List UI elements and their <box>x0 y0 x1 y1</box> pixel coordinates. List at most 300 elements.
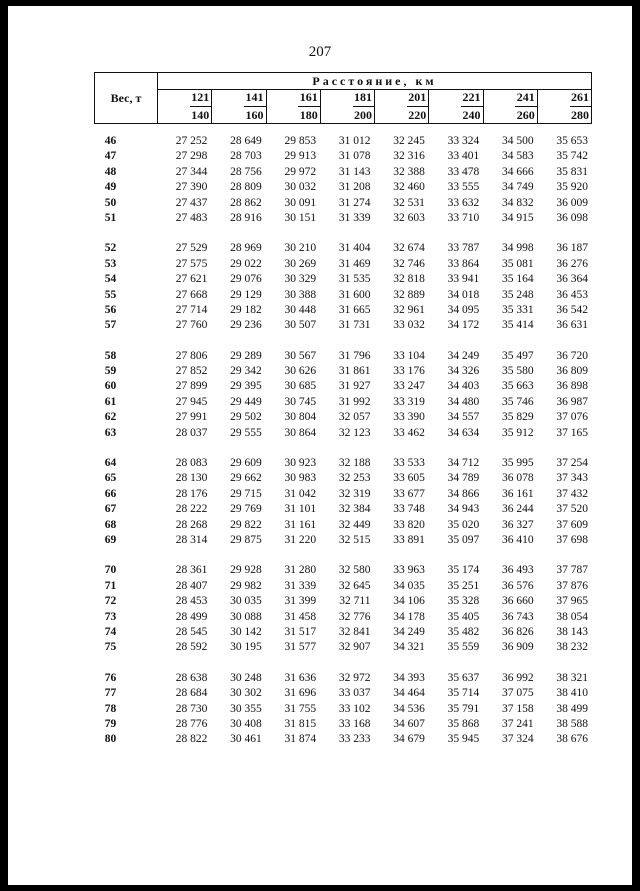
table-row <box>94 563 592 578</box>
value-cell: 30 626 <box>284 365 317 378</box>
value-cell: 36 187 <box>556 242 588 255</box>
value-cell: 33 319 <box>393 395 425 408</box>
value-cell: 30 142 <box>230 625 262 638</box>
value-cell: 33 462 <box>393 426 425 439</box>
page-number: 207 <box>308 44 332 60</box>
value-cell: 35 920 <box>556 181 588 194</box>
value-cell: 31 143 <box>338 165 371 178</box>
value-cell: 36 276 <box>556 257 588 270</box>
value-cell: 34 178 <box>393 610 425 623</box>
table-row <box>94 211 592 226</box>
value-cell: 28 545 <box>175 625 208 638</box>
weight-cell: 58 <box>104 349 117 362</box>
table-row <box>94 134 592 149</box>
value-cell: 36 542 <box>556 303 588 316</box>
table-row <box>94 671 592 686</box>
value-cell: 31 696 <box>284 687 317 700</box>
value-cell: 32 746 <box>393 257 425 270</box>
value-cell: 30 685 <box>284 380 317 393</box>
value-cell: 36 909 <box>502 641 534 654</box>
table-row <box>94 610 592 625</box>
weight-cell: 56 <box>104 303 117 316</box>
value-cell: 30 745 <box>284 395 317 408</box>
range-to: 260 <box>516 108 535 122</box>
value-cell: 32 245 <box>393 135 425 147</box>
value-cell: 27 668 <box>175 288 208 301</box>
value-cell: 34 557 <box>447 411 480 424</box>
table-row <box>94 579 592 594</box>
value-cell: 27 945 <box>175 395 208 408</box>
range-from: 141 <box>245 90 264 104</box>
value-cell: 33 390 <box>393 411 425 424</box>
value-cell: 33 104 <box>393 349 425 362</box>
weight-cell: 51 <box>104 211 117 224</box>
distance-header: Расстояние, км <box>158 73 591 90</box>
value-cell: 28 809 <box>230 181 262 194</box>
value-cell: 29 609 <box>230 457 262 470</box>
table-row <box>94 594 592 609</box>
value-cell: 30 088 <box>230 610 262 623</box>
value-cell: 36 493 <box>502 564 534 577</box>
value-cell: 29 449 <box>230 395 262 408</box>
weight-cell: 77 <box>104 687 117 700</box>
value-cell: 36 660 <box>502 595 534 608</box>
weight-cell: 71 <box>104 579 117 592</box>
value-cell: 30 461 <box>230 733 262 746</box>
value-cell: 34 321 <box>393 641 425 654</box>
weight-cell: 75 <box>104 641 117 654</box>
value-cell: 31 458 <box>284 610 317 623</box>
value-cell: 36 992 <box>502 671 534 684</box>
value-cell: 29 662 <box>230 472 262 485</box>
value-cell: 31 208 <box>338 181 371 194</box>
value-cell: 27 252 <box>175 135 208 147</box>
value-cell: 32 319 <box>338 487 371 500</box>
value-cell: 34 500 <box>502 135 534 147</box>
table-row <box>94 732 592 747</box>
range-to: 140 <box>191 108 210 122</box>
value-cell: 30 567 <box>284 349 317 362</box>
value-cell: 28 268 <box>175 518 208 531</box>
value-cell: 31 755 <box>284 702 317 715</box>
value-cell: 31 404 <box>338 242 371 255</box>
range-header-7 <box>538 90 591 123</box>
weight-cell: 80 <box>104 733 117 746</box>
value-cell: 32 645 <box>338 579 371 592</box>
value-cell: 30 864 <box>284 426 317 439</box>
value-cell: 31 469 <box>338 257 371 270</box>
value-cell: 32 384 <box>338 503 371 516</box>
value-cell: 32 388 <box>393 165 425 178</box>
value-cell: 35 559 <box>447 641 480 654</box>
value-cell: 32 841 <box>338 625 371 638</box>
weight-cell: 49 <box>104 181 117 194</box>
range-from: 181 <box>354 90 372 104</box>
value-cell: 34 018 <box>447 288 480 301</box>
weight-cell: 52 <box>104 242 117 255</box>
range-to: 280 <box>571 108 589 122</box>
value-cell: 35 580 <box>502 365 534 378</box>
value-cell: 34 943 <box>447 503 480 516</box>
range-divider <box>244 106 265 107</box>
value-cell: 35 174 <box>447 564 480 577</box>
value-cell: 33 710 <box>447 211 480 224</box>
range-from: 241 <box>516 90 535 104</box>
value-cell: 33 605 <box>393 472 425 485</box>
range-divider <box>461 106 482 107</box>
table-row <box>94 487 592 502</box>
value-cell: 30 507 <box>284 319 317 332</box>
value-cell: 36 576 <box>502 579 534 592</box>
value-cell: 31 012 <box>338 135 371 147</box>
value-cell: 28 822 <box>175 733 208 746</box>
value-cell: 28 083 <box>175 457 208 470</box>
value-cell: 28 862 <box>230 196 262 209</box>
range-from: 261 <box>571 90 589 104</box>
weight-cell: 76 <box>104 671 117 684</box>
value-cell: 35 331 <box>502 303 534 316</box>
value-cell: 35 328 <box>447 595 480 608</box>
table-row <box>94 241 592 256</box>
value-cell: 38 232 <box>556 641 588 654</box>
value-cell: 32 515 <box>338 533 371 546</box>
value-cell: 31 600 <box>338 288 371 301</box>
value-cell: 29 236 <box>230 319 262 332</box>
value-cell: 31 161 <box>284 518 317 531</box>
value-cell: 27 529 <box>175 242 208 255</box>
value-cell: 30 248 <box>230 671 262 684</box>
value-cell: 34 480 <box>447 395 480 408</box>
value-cell: 35 945 <box>447 733 480 746</box>
value-cell: 35 497 <box>502 349 534 362</box>
value-cell: 34 326 <box>447 365 480 378</box>
value-cell: 38 676 <box>556 733 588 746</box>
value-cell: 27 852 <box>175 365 208 378</box>
value-cell: 29 822 <box>230 518 262 531</box>
row-group <box>94 563 592 655</box>
weight-cell: 60 <box>104 380 117 393</box>
value-cell: 31 796 <box>338 349 371 362</box>
range-divider <box>407 106 428 107</box>
value-cell: 35 482 <box>447 625 480 638</box>
table-row <box>94 702 592 717</box>
range-from: 201 <box>408 90 427 104</box>
weight-cell: 62 <box>104 411 117 424</box>
range-header-0 <box>158 90 212 123</box>
value-cell: 31 280 <box>284 564 317 577</box>
weight-cell: 55 <box>104 288 117 301</box>
value-cell: 35 251 <box>447 579 480 592</box>
weight-cell: 63 <box>104 426 117 439</box>
value-cell: 37 432 <box>556 487 588 500</box>
weight-cell: 47 <box>104 150 117 163</box>
value-cell: 38 054 <box>556 610 588 623</box>
value-cell: 37 343 <box>556 472 588 485</box>
value-cell: 35 912 <box>502 426 534 439</box>
table-row <box>94 625 592 640</box>
value-cell: 32 711 <box>339 595 371 608</box>
value-cell: 29 555 <box>230 426 262 439</box>
value-cell: 31 274 <box>338 196 371 209</box>
range-divider <box>298 106 319 107</box>
value-cell: 29 022 <box>230 257 262 270</box>
value-cell: 27 899 <box>175 380 208 393</box>
value-cell: 33 677 <box>393 487 425 500</box>
value-cell: 31 992 <box>338 395 371 408</box>
table-row <box>94 410 592 425</box>
value-cell: 29 972 <box>284 165 317 178</box>
value-cell: 31 101 <box>284 503 317 516</box>
value-cell: 37 876 <box>556 579 588 592</box>
value-cell: 37 698 <box>556 533 588 546</box>
weight-cell: 64 <box>104 457 117 470</box>
value-cell: 28 969 <box>230 242 262 255</box>
value-cell: 33 032 <box>393 319 425 332</box>
value-cell: 27 621 <box>175 273 208 286</box>
value-cell: 27 714 <box>175 303 208 316</box>
range-to: 160 <box>245 108 264 122</box>
value-cell: 38 321 <box>556 671 588 684</box>
value-cell: 38 143 <box>556 625 588 638</box>
value-cell: 31 577 <box>284 641 317 654</box>
value-cell: 32 123 <box>338 426 371 439</box>
value-cell: 31 861 <box>338 365 371 378</box>
value-cell: 34 789 <box>447 472 480 485</box>
weight-cell: 68 <box>104 518 117 531</box>
value-cell: 33 478 <box>447 165 480 178</box>
value-cell: 34 712 <box>447 457 480 470</box>
value-cell: 31 636 <box>284 671 317 684</box>
value-cell: 30 804 <box>284 411 317 424</box>
value-cell: 29 875 <box>230 533 262 546</box>
value-cell: 32 907 <box>338 641 371 654</box>
value-cell: 28 703 <box>230 150 262 163</box>
weight-cell: 67 <box>104 503 117 516</box>
value-cell: 29 928 <box>230 564 262 577</box>
range-to: 240 <box>462 108 481 122</box>
value-cell: 36 078 <box>502 472 534 485</box>
value-cell: 30 032 <box>284 181 317 194</box>
value-cell: 28 453 <box>175 595 208 608</box>
value-cell: 34 172 <box>447 319 480 332</box>
weight-cell: 72 <box>104 595 117 608</box>
value-cell: 29 342 <box>230 365 262 378</box>
table-row <box>94 518 592 533</box>
row-group <box>94 456 592 548</box>
range-header-2 <box>267 90 321 123</box>
table-row <box>94 686 592 701</box>
value-cell: 28 776 <box>175 717 208 730</box>
value-cell: 31 517 <box>284 625 317 638</box>
value-cell: 29 853 <box>284 135 317 147</box>
value-cell: 36 327 <box>502 518 534 531</box>
weight-cell: 65 <box>104 472 117 485</box>
value-cell: 28 314 <box>175 533 208 546</box>
weight-cell: 78 <box>104 702 117 715</box>
value-cell: 32 674 <box>393 242 425 255</box>
range-from: 121 <box>191 90 210 104</box>
value-cell: 29 129 <box>230 288 262 301</box>
range-to: 220 <box>408 108 427 122</box>
value-cell: 30 210 <box>284 242 317 255</box>
range-header-5 <box>429 90 483 123</box>
value-cell: 28 222 <box>175 503 208 516</box>
value-cell: 37 520 <box>556 503 588 516</box>
value-cell: 34 583 <box>502 150 534 163</box>
table-row <box>94 149 592 164</box>
value-cell: 31 078 <box>338 150 371 163</box>
value-cell: 37 075 <box>502 687 534 700</box>
value-cell: 36 244 <box>502 503 534 516</box>
table-row <box>94 640 592 655</box>
distance-range-headers <box>158 90 591 123</box>
value-cell: 33 891 <box>393 533 425 546</box>
table-row <box>94 533 592 548</box>
range-header-4 <box>375 90 429 123</box>
value-cell: 28 730 <box>175 702 208 715</box>
value-cell: 30 091 <box>284 196 317 209</box>
tariff-table-body <box>94 134 592 763</box>
value-cell: 31 339 <box>338 211 371 224</box>
weight-cell: 79 <box>104 717 117 730</box>
value-cell: 36 720 <box>556 349 588 362</box>
value-cell: 32 316 <box>393 150 425 163</box>
value-cell: 35 714 <box>447 687 480 700</box>
range-header-1 <box>212 90 266 123</box>
value-cell: 28 037 <box>175 426 208 439</box>
value-cell: 33 102 <box>338 702 371 715</box>
value-cell: 32 818 <box>393 273 425 286</box>
value-cell: 27 575 <box>175 257 208 270</box>
value-cell: 31 815 <box>284 717 317 730</box>
row-group <box>94 241 592 333</box>
table-row <box>94 349 592 364</box>
value-cell: 31 535 <box>338 273 371 286</box>
table-row <box>94 379 592 394</box>
value-cell: 35 637 <box>447 671 480 684</box>
value-cell: 33 533 <box>393 457 425 470</box>
table-row <box>94 272 592 287</box>
value-cell: 34 915 <box>502 211 534 224</box>
value-cell: 32 449 <box>338 518 371 531</box>
table-row <box>94 395 592 410</box>
value-cell: 28 130 <box>175 472 208 485</box>
value-cell: 34 249 <box>393 625 425 638</box>
value-cell: 33 748 <box>393 503 425 516</box>
value-cell: 30 408 <box>230 717 262 730</box>
value-cell: 36 987 <box>556 395 588 408</box>
value-cell: 30 269 <box>284 257 317 270</box>
value-cell: 30 195 <box>230 641 262 654</box>
table-row <box>94 426 592 441</box>
value-cell: 32 057 <box>338 411 371 424</box>
value-cell: 38 410 <box>556 687 588 700</box>
value-cell: 34 998 <box>502 242 534 255</box>
value-cell: 27 437 <box>175 196 208 209</box>
value-cell: 30 151 <box>284 211 317 224</box>
weight-cell: 73 <box>104 610 117 623</box>
value-cell: 29 182 <box>230 303 262 316</box>
value-cell: 28 916 <box>230 211 262 224</box>
value-cell: 34 679 <box>393 733 425 746</box>
weight-cell: 50 <box>104 196 117 209</box>
weight-cell: 53 <box>104 257 117 270</box>
value-cell: 32 460 <box>393 181 425 194</box>
value-cell: 31 220 <box>284 533 317 546</box>
value-cell: 34 832 <box>502 196 534 209</box>
value-cell: 32 253 <box>338 472 371 485</box>
value-cell: 32 531 <box>393 196 425 209</box>
value-cell: 33 787 <box>447 242 480 255</box>
value-cell: 31 927 <box>338 380 371 393</box>
value-cell: 33 963 <box>393 564 425 577</box>
value-cell: 35 868 <box>447 717 480 730</box>
value-cell: 35 248 <box>502 288 534 301</box>
value-cell: 33 168 <box>338 717 371 730</box>
weight-cell: 59 <box>104 365 117 378</box>
value-cell: 38 588 <box>556 717 588 730</box>
value-cell: 38 499 <box>556 702 588 715</box>
value-cell: 31 339 <box>284 579 317 592</box>
value-cell: 35 791 <box>447 702 480 715</box>
value-cell: 34 536 <box>393 702 425 715</box>
value-cell: 28 638 <box>175 671 208 684</box>
value-cell: 36 161 <box>502 487 534 500</box>
value-cell: 28 649 <box>230 135 262 147</box>
table-row <box>94 165 592 180</box>
value-cell: 31 042 <box>284 487 317 500</box>
value-cell: 35 653 <box>556 135 588 147</box>
value-cell: 31 874 <box>284 733 317 746</box>
range-divider <box>570 106 591 107</box>
value-cell: 32 972 <box>338 671 371 684</box>
value-cell: 27 806 <box>175 349 208 362</box>
value-cell: 36 743 <box>502 610 534 623</box>
value-cell: 32 580 <box>338 564 371 577</box>
value-cell: 35 831 <box>556 165 588 178</box>
value-cell: 35 097 <box>447 533 480 546</box>
range-header-3 <box>321 90 375 123</box>
value-cell: 34 035 <box>393 579 425 592</box>
value-cell: 34 634 <box>447 426 480 439</box>
value-cell: 33 555 <box>447 181 480 194</box>
value-cell: 37 165 <box>556 426 588 439</box>
value-cell: 36 009 <box>556 196 588 209</box>
value-cell: 36 809 <box>556 365 588 378</box>
weight-cell: 61 <box>104 395 117 408</box>
value-cell: 29 395 <box>230 380 262 393</box>
value-cell: 37 965 <box>556 595 588 608</box>
range-from: 161 <box>299 90 318 104</box>
value-cell: 28 361 <box>175 564 208 577</box>
range-from: 221 <box>462 90 481 104</box>
value-cell: 31 399 <box>284 595 317 608</box>
range-to: 180 <box>299 108 318 122</box>
value-cell: 31 665 <box>338 303 371 316</box>
weight-column-header: Вес, т <box>95 73 158 123</box>
value-cell: 30 302 <box>230 687 262 700</box>
value-cell: 27 298 <box>175 150 208 163</box>
value-cell: 34 393 <box>393 671 425 684</box>
range-divider <box>515 106 536 107</box>
value-cell: 33 401 <box>447 150 480 163</box>
weight-cell: 46 <box>104 135 117 147</box>
table-row <box>94 303 592 318</box>
row-group <box>94 134 592 226</box>
value-cell: 30 388 <box>284 288 317 301</box>
value-cell: 36 826 <box>502 625 534 638</box>
value-cell: 35 995 <box>502 457 534 470</box>
